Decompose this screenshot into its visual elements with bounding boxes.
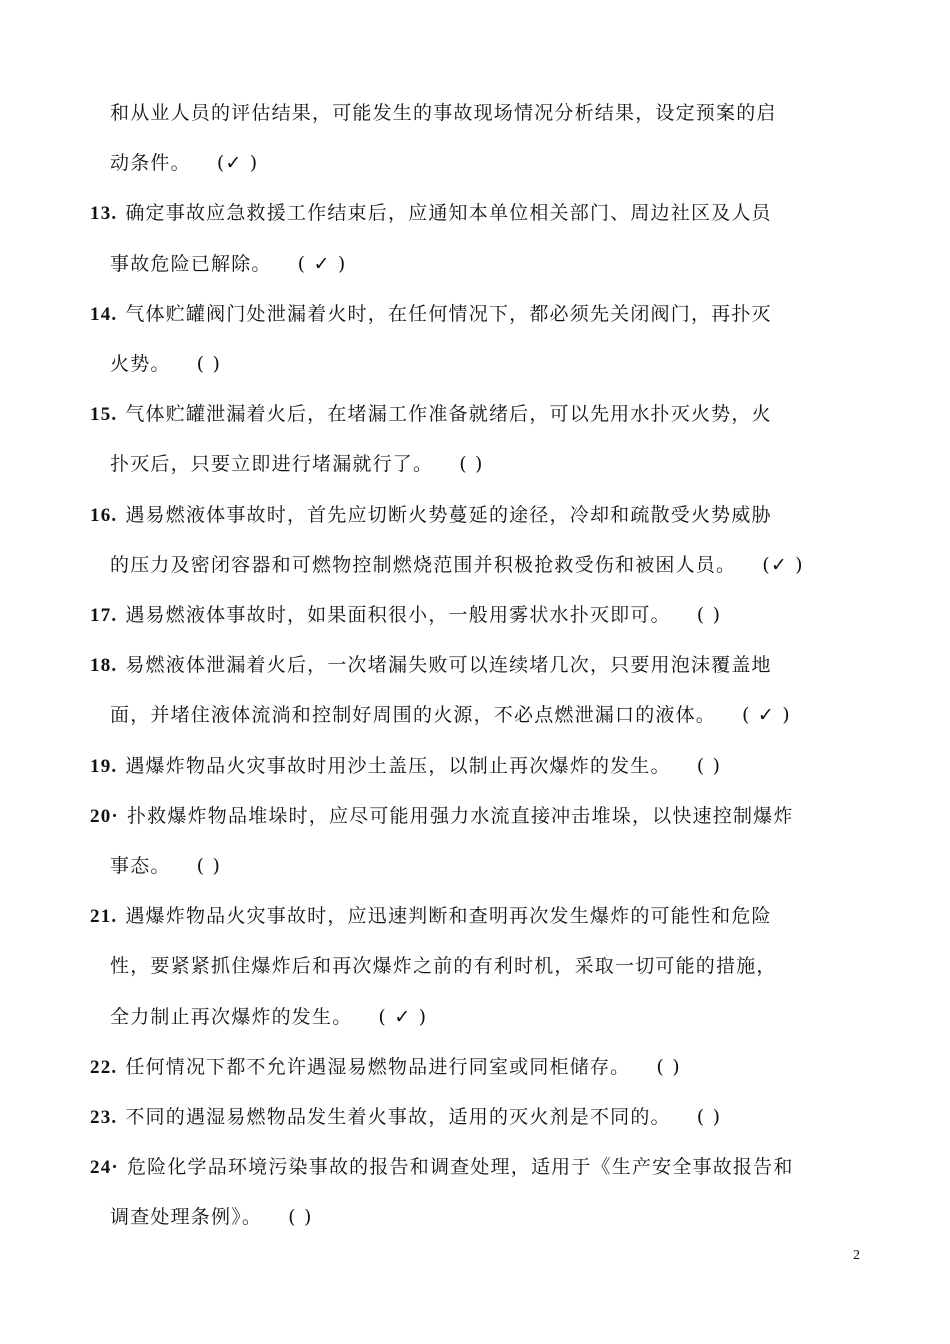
question-continuation-line <box>110 451 484 477</box>
question-text: 和从业人员的评估结果，可能发生的事故现场情况分析结果，设定预案的启 <box>110 102 777 124</box>
question-continuation-line <box>110 251 346 277</box>
question-first-line <box>90 301 772 328</box>
question-first-line <box>90 1104 721 1131</box>
question-first-line <box>90 401 772 428</box>
question-continuation-line <box>110 1004 427 1030</box>
question-continuation-line <box>110 953 777 979</box>
answer-mark: ( ✓ ) <box>297 252 347 275</box>
question-first-line <box>90 602 721 629</box>
question-text: 扑救爆炸物品堆垛时，应尽可能用强力水流直接冲击堆垛，以快速控制爆炸 <box>126 804 794 827</box>
question-first-line <box>90 903 772 930</box>
question-number: 13. <box>90 203 118 225</box>
answer-mark: (✓ ) <box>216 152 259 175</box>
question-continuation-line <box>110 853 221 879</box>
page-number: 2 <box>853 1248 860 1263</box>
question-text: 全力制止再次爆炸的发生。 <box>110 1005 353 1028</box>
question-number: 23. <box>90 1107 118 1128</box>
question-first-line <box>90 753 721 780</box>
question-text: 遇易燃液体事故时，首先应切断火势蔓延的途径，冷却和疏散受火势威胁 <box>125 503 772 526</box>
question-first-line <box>90 200 772 227</box>
question-continuation-line <box>110 100 777 126</box>
question-text: 危险化学品环境污染事故的报告和调查处理，适用于《生产安全事故报告和 <box>126 1156 794 1179</box>
question-number: 17. <box>90 605 118 626</box>
question-continuation-line <box>110 702 791 728</box>
answer-mark: ( ) <box>196 855 222 877</box>
question-text: 不同的遇湿易燃物品发生着火事故，适用的灭火剂是不同的。 <box>125 1106 671 1128</box>
answer-mark: ( ) <box>196 353 222 375</box>
question-text: 火势。 <box>110 353 171 375</box>
question-text: 性，要紧紧抓住爆炸后和再次爆炸之前的有利时机，采取一切可能的措施， <box>110 955 777 978</box>
answer-mark: ( ) <box>459 453 484 476</box>
answer-mark: ( ✓ ) <box>742 704 791 727</box>
question-first-line <box>90 652 772 679</box>
question-continuation-line <box>110 552 804 578</box>
question-number: 16. <box>90 504 118 526</box>
question-text: 任何情况下都不允许遇湿易燃物品进行同室或同柜储存。 <box>125 1055 631 1078</box>
question-number: 18. <box>90 655 118 677</box>
question-text: 气体贮罐阀门处泄漏着火时，在任何情况下，都必须先关闭阀门，再扑灭 <box>125 302 772 325</box>
question-number: 21. <box>90 906 118 928</box>
answer-mark: ( ) <box>696 754 722 777</box>
question-text: 事态。 <box>110 855 171 877</box>
question-text: 的压力及密闭容器和可燃物控制燃烧范围并积极抢救受伤和被困人员。 <box>110 553 737 576</box>
question-first-line <box>90 1154 794 1181</box>
question-text: 遇爆炸物品火灾事故时用沙土盖压，以制止再次爆炸的发生。 <box>125 754 671 777</box>
question-text: 事故危险已解除。 <box>110 252 272 275</box>
question-text: 扑灭后，只要立即进行堵漏就行了。 <box>110 453 434 476</box>
question-number: 14. <box>90 303 118 325</box>
answer-mark: ( ) <box>656 1055 681 1078</box>
question-first-line <box>90 502 772 529</box>
question-text: 调查处理条例》。 <box>110 1206 263 1229</box>
answer-mark: ( ✓ ) <box>378 1005 428 1028</box>
question-first-line <box>90 803 794 830</box>
answer-mark: (✓ ) <box>762 553 804 576</box>
question-continuation-line <box>110 1204 313 1230</box>
question-number: 15. <box>90 404 118 426</box>
question-text: 易燃液体泄漏着火后，一次堵漏失败可以连续堵几次，只要用泡沫覆盖地 <box>125 654 772 677</box>
question-text: 面，并堵住液体流淌和控制好周围的火源，不必点燃泄漏口的液体。 <box>110 704 717 727</box>
question-continuation-line <box>110 351 221 377</box>
question-text: 遇爆炸物品火灾事故时，应迅速判断和查明再次发生爆炸的可能性和危险 <box>125 905 772 928</box>
question-first-line <box>90 1054 681 1081</box>
question-number: 22. <box>90 1056 118 1078</box>
question-text: 确定事故应急救援工作结束后，应通知本单位相关部门、周边社区及人员 <box>125 202 772 225</box>
answer-mark: ( ) <box>696 604 722 626</box>
question-number: 20· <box>90 805 119 827</box>
question-continuation-line <box>110 150 258 176</box>
question-number: 24· <box>90 1157 119 1179</box>
answer-mark: ( ) <box>288 1206 313 1229</box>
answer-mark: ( ) <box>696 1106 722 1128</box>
question-text: 动条件。 <box>110 152 191 175</box>
question-number: 19. <box>90 755 118 777</box>
question-text: 遇易燃液体事故时，如果面积很小，一般用雾状水扑灭即可。 <box>125 604 671 626</box>
question-text: 气体贮罐泄漏着火后，在堵漏工作准备就绪后，可以先用水扑灭火势，火 <box>125 403 772 426</box>
